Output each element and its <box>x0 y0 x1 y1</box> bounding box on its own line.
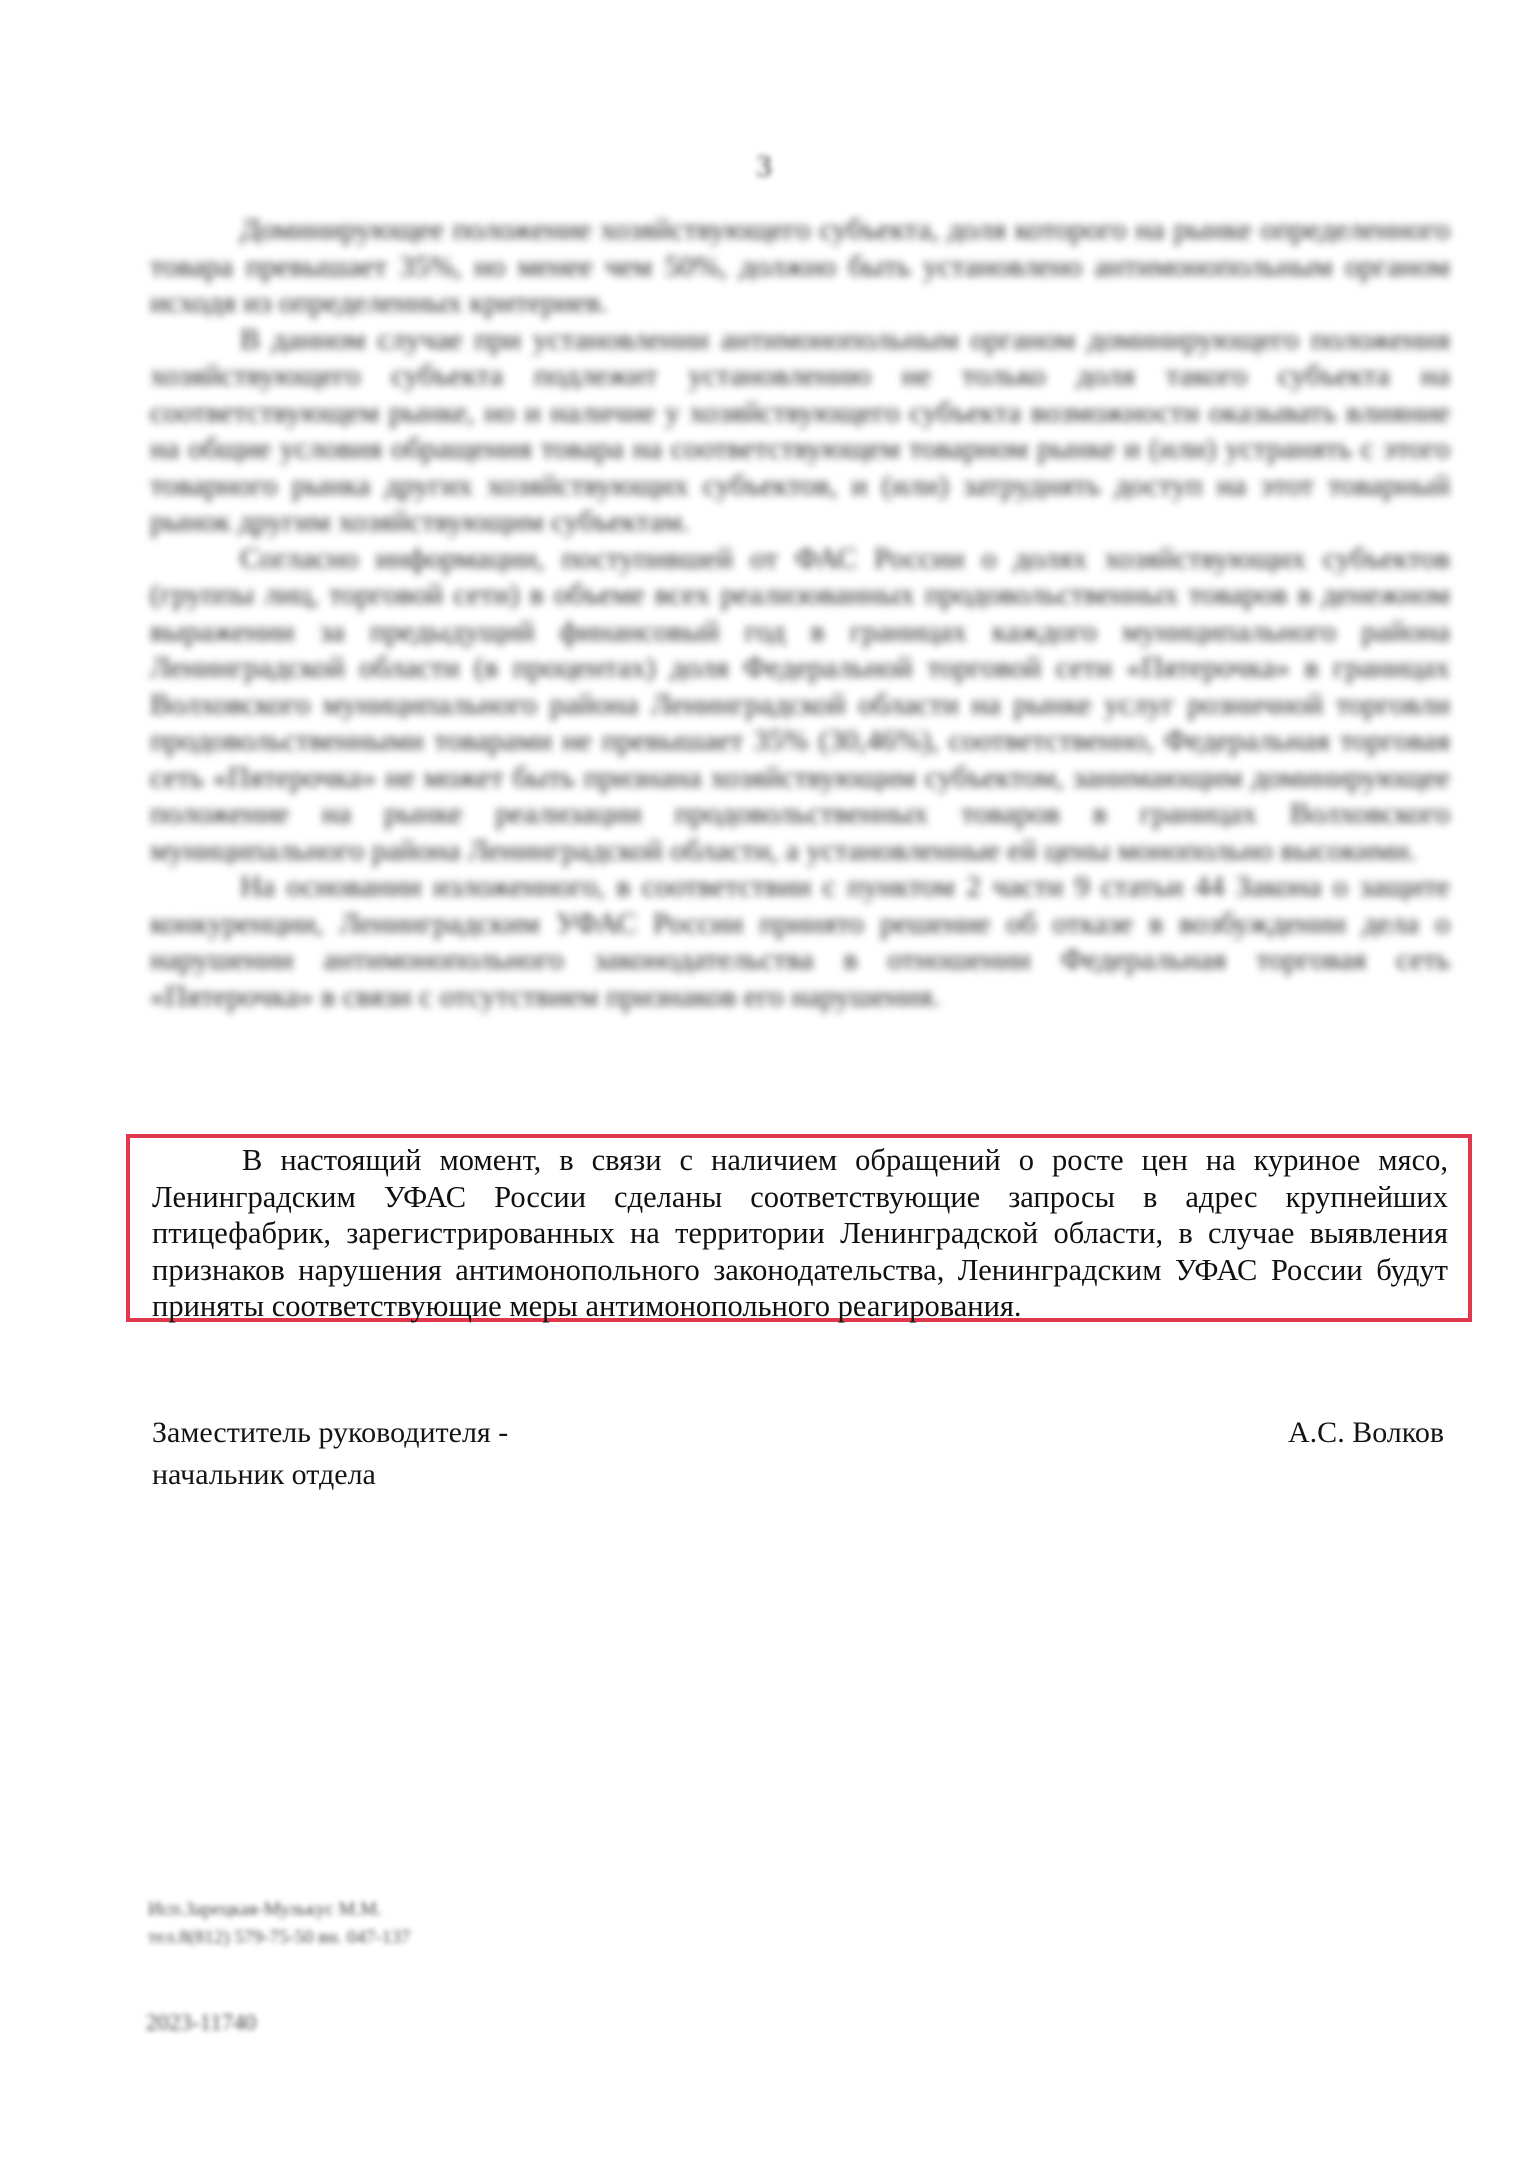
highlight-box <box>126 1134 1472 1322</box>
body-paragraph: На основании изложенного, в соответствии с пунктом 2 части 9 статьи 44 Закона о защите конкуренции, Ленинградским УФАС России принято решение об отказе в возбуждении дела о нарушении антимонопольного законодательства в отношении Федеральная торговая сеть «Пятерочка» в связи с отсутствием признаков его нарушения. <box>150 870 1450 1013</box>
page-number: 3 <box>756 148 772 183</box>
signature-position-line2: начальник отдела <box>152 1458 376 1491</box>
body-paragraph: Доминирующее положение хозяйствующего субъекта, доля которого на рынке определенного товара превышает 35%, но менее чем 50%, должно быть установлено антимонопольным органом исходя из определенных критериев. <box>150 213 1450 319</box>
body-paragraph: В данном случае при установлении антимонопольным органом доминирующего положения хозяйствующего субъекта подлежит установлению не только доля такого субъекта на соответствующем рынке, но и наличие у хозяйствующего субъекта возможности оказывать влияние на общие условия обращения товара на соответствующем товарном рынке и (или) устранять с этого товарного рынка других хозяйствующих субъектов, и (или) затруднять доступ на этот товарный рынок другим хозяйствующим субъектам. <box>150 322 1450 538</box>
blurred-body-text <box>150 212 1450 1015</box>
body-paragraph: Согласно информации, поступившей от ФАС России о долях хозяйствующих субъектов (группы лиц, торговой сети) в объеме всех реализованных продовольственных товаров в денежном выражении за предыдущий финансовый год в границах каждого муниципального района Ленинградской области (в процентах) доля Федеральной торговой сети «Пятерочка» в границах Волховского муниципального района Ленинградской области на рынке услуг розничной торговли продовольственными товарами не превышает 35% (30,46%), соответственно, Федеральная торговая сеть «Пятерочка» не может быть признана хозяйствующим субъектом, занимающим доминирующее положение на рынке реализации продовольственных товаров в границах Волховского муниципального района Ленинградской области, а установленные ей цены монопольно высокими. <box>150 541 1450 867</box>
document-number: 2023-11740 <box>146 2010 257 2035</box>
highlighted-paragraph: В настоящий момент, в связи с наличием обращений о росте цен на куриное мясо, Ленинградским УФАС России сделаны соответствующие запросы в адрес крупнейших птицефабрик, зарегистрированных на территории Ленинградской области, в случае выявления признаков нарушения антимонопольного законодательства, Ленинградским УФАС России будут приняты соответствующие меры антимонопольного реагирования. <box>152 1143 1448 1323</box>
executor-name: Исп.Зарецкая-Мулькус М.М. <box>148 1899 382 1920</box>
executor-info <box>148 1896 410 1952</box>
signature-position <box>152 1412 508 1496</box>
executor-phone: тел.8(812) 579-75-50 вн. 047-137 <box>148 1927 411 1948</box>
signature-position-line1: Заместитель руководителя - <box>152 1416 509 1449</box>
signature-name: А.С. Волков <box>1288 1416 1444 1449</box>
